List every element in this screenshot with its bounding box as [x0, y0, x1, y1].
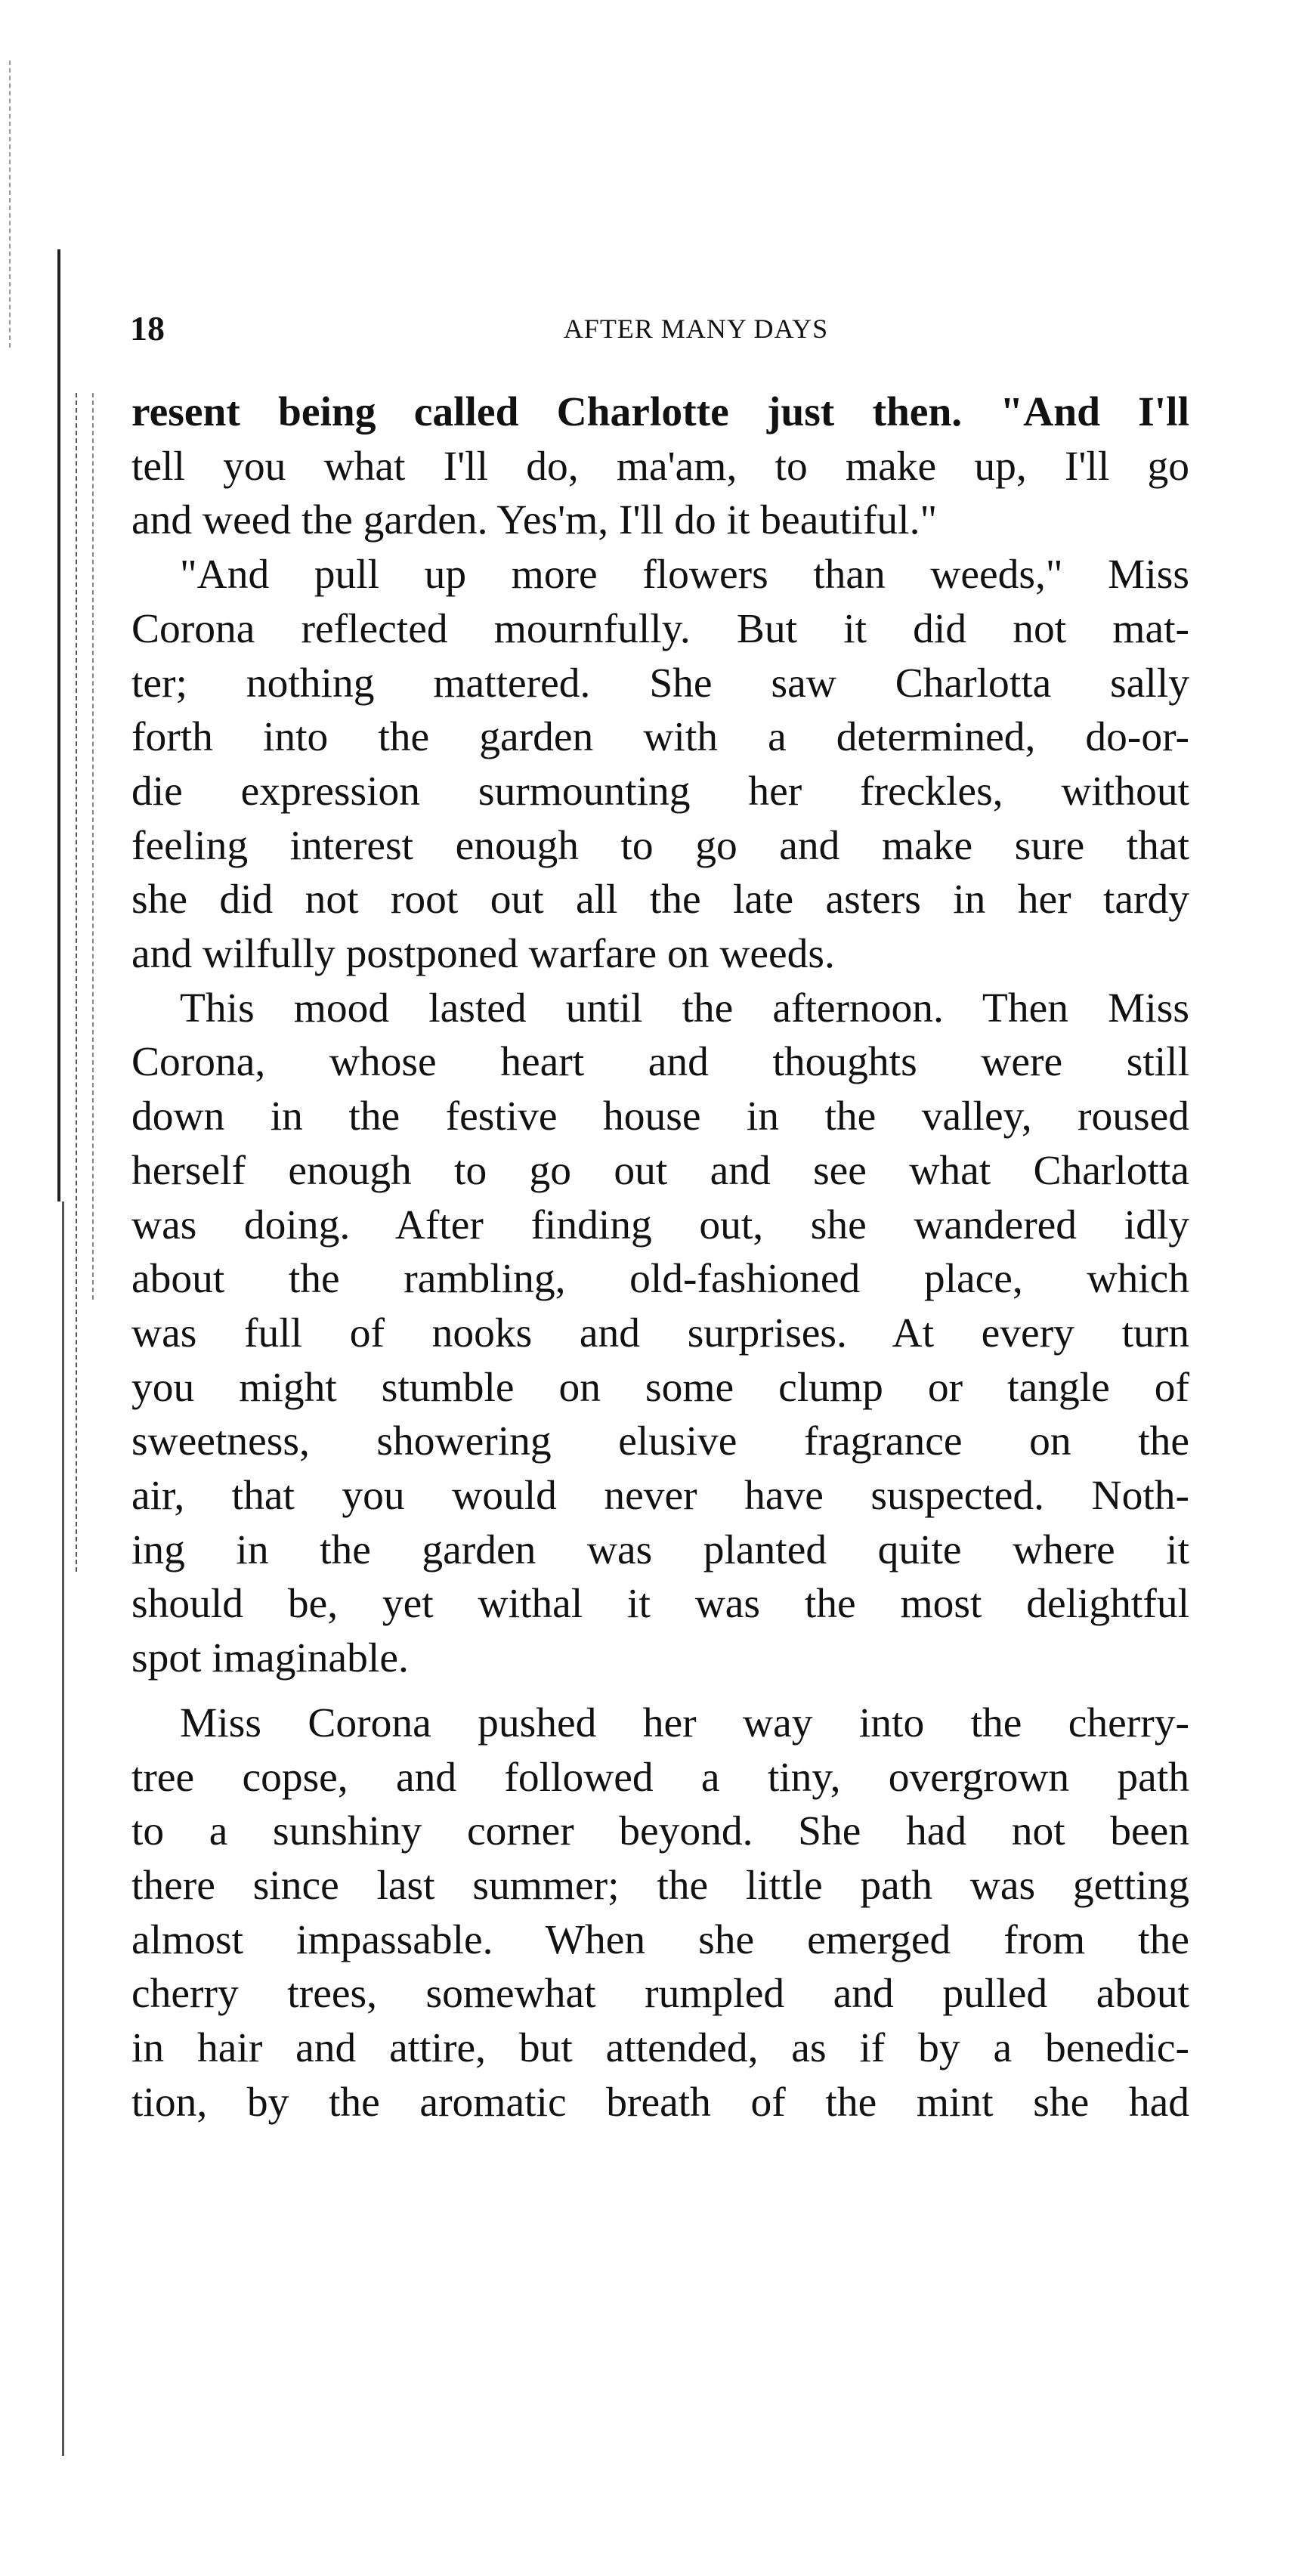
text-line: was full of nooks and surprises. At every turn	[131, 1310, 1189, 1356]
paragraph	[131, 548, 1189, 982]
text-line: there since last summer; the little path was getting	[131, 1862, 1189, 1909]
text-line: about the rambling, old-fashioned place, which	[131, 1256, 1189, 1303]
text-line: tell you what I'll do, ma'am, to make up, I'll go	[131, 443, 1189, 490]
text-line: tree copse, and followed a tiny, overgrown path	[131, 1754, 1189, 1801]
gutter-scan-artifact	[9, 60, 11, 348]
gutter-scan-artifact	[92, 393, 94, 1300]
gutter-scan-artifact	[76, 393, 77, 1572]
text-line: sweetness, showering elusive fragrance on the	[131, 1418, 1189, 1465]
text-line: Corona, whose heart and thoughts were still	[131, 1039, 1189, 1086]
text-line: down in the festive house in the valley, roused	[131, 1093, 1189, 1140]
gutter-shadow-line	[57, 249, 60, 1201]
text-line: spot imaginable.	[131, 1635, 409, 1682]
paragraph	[131, 982, 1189, 1686]
text-line: cherry trees, somewhat rumpled and pulled about	[131, 1971, 1189, 2018]
text-line: forth into the garden with a determined, do-or-	[131, 714, 1189, 761]
paragraph	[131, 385, 1189, 548]
gutter-shadow-line	[62, 1201, 64, 2456]
running-head	[130, 302, 1194, 355]
text-line: you might stumble on some clump or tangle of	[131, 1364, 1189, 1411]
text-line: and weed the garden. Yes'm, I'll do it beautiful."	[131, 497, 938, 544]
text-line: in hair and attire, but attended, as if by a benedic-	[131, 2025, 1189, 2072]
text-line: should be, yet withal it was the most delightful	[131, 1581, 1189, 1628]
text-line: ing in the garden was planted quite where it	[131, 1526, 1189, 1573]
text-line: This mood lasted until the afternoon. Then Miss	[180, 985, 1189, 1031]
text-line: was doing. After finding out, she wandered idly	[131, 1201, 1189, 1248]
text-line: herself enough to go out and see what Charlotta	[131, 1147, 1189, 1194]
text-line: air, that you would never have suspected. Noth-	[131, 1473, 1189, 1520]
text-line: ter; nothing mattered. She saw Charlotta sally	[131, 660, 1189, 707]
paragraph	[131, 1696, 1189, 2130]
body-text	[131, 385, 1189, 2130]
running-head-title: AFTER MANY DAYS	[563, 314, 829, 344]
text-line: die expression surmounting her freckles, without	[131, 768, 1189, 815]
text-line: and wilfully postponed warfare on weeds.	[131, 931, 835, 978]
text-line: Miss Corona pushed her way into the cherry-	[180, 1699, 1189, 1746]
text-line: almost impassable. When she emerged from the	[131, 1916, 1189, 1963]
page-number: 18	[130, 309, 165, 348]
text-line: feeling interest enough to go and make sure that	[131, 822, 1189, 869]
text-line: to a sunshiny corner beyond. She had not been	[131, 1808, 1189, 1855]
text-line: resent being called Charlotte just then. "And I'll	[131, 389, 1189, 435]
text-line: she did not root out all the late asters in her tardy	[131, 877, 1189, 923]
text-line: "And pull up more flowers than weeds," Miss	[180, 552, 1189, 598]
text-line: tion, by the aromatic breath of the mint she had	[131, 2079, 1189, 2126]
text-line: Corona reflected mournfully. But it did not mat-	[131, 605, 1189, 652]
